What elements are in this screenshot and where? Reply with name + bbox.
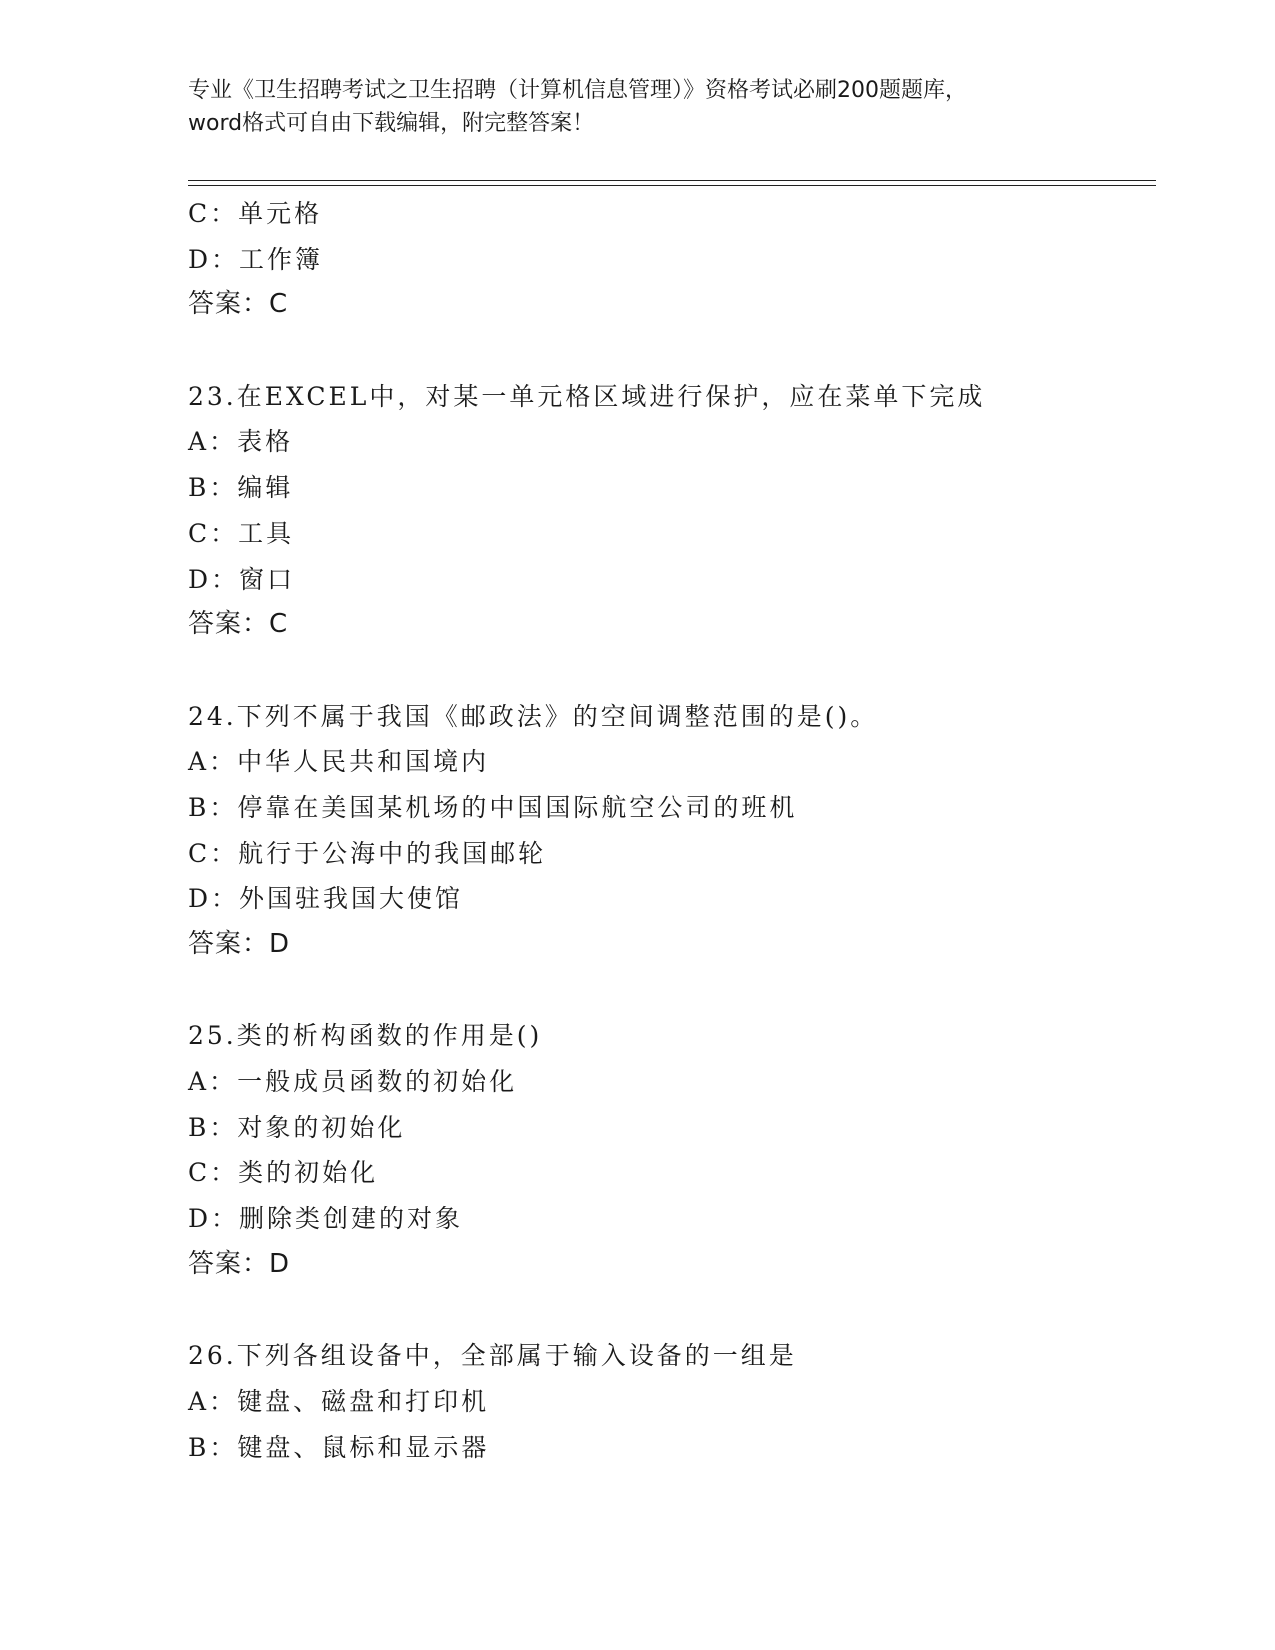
header-line-2: word格式可自由下载编辑，附完整答案！ — [188, 111, 595, 136]
option-b: B：键盘、鼠标和显示器 — [188, 1432, 490, 1462]
answer-line: 答案：D — [188, 929, 291, 959]
header-divider-bottom — [188, 185, 1156, 186]
answer-line: 答案：C — [188, 609, 289, 640]
option-d: D：窗口 — [188, 564, 296, 594]
option-c: C：类的初始化 — [188, 1158, 379, 1188]
option-b: B：编辑 — [188, 473, 294, 503]
question-stem: 25.类的析构函数的作用是() — [188, 1021, 543, 1051]
spacer — [188, 968, 1156, 1014]
option-a: A：一般成员函数的初始化 — [188, 1067, 518, 1097]
option-b: B：停靠在美国某机场的中国国际航空公司的班机 — [188, 792, 798, 822]
question-26 — [188, 1333, 1156, 1470]
option-a: A：中华人民共和国境内 — [188, 747, 490, 777]
spacer — [188, 328, 1156, 374]
option-c: C：单元格 — [188, 199, 323, 228]
question-stem: 23.在EXCEL中，对某一单元格区域进行保护，应在菜单下完成 — [188, 381, 986, 411]
question-list — [188, 191, 1156, 1470]
question-25 — [188, 1013, 1156, 1287]
answer-line: 答案：D — [188, 1248, 291, 1279]
prev-question-block — [188, 191, 1156, 328]
question-23 — [188, 374, 1156, 648]
header-line-1: 专业《卫生招聘考试之卫生招聘（计算机信息管理）》资格考试必刷200题题库， — [188, 78, 967, 103]
question-stem: 26.下列各组设备中，全部属于输入设备的一组是 — [188, 1341, 797, 1371]
question-24 — [188, 694, 1156, 968]
spacer — [188, 648, 1156, 694]
header-divider-top — [188, 180, 1156, 181]
option-c: C：航行于公海中的我国邮轮 — [188, 838, 547, 868]
option-d: D：删除类创建的对象 — [188, 1204, 464, 1234]
option-d: D：外国驻我国大使馆 — [188, 884, 464, 914]
answer-line: 答案：C — [188, 289, 289, 320]
option-b: B：对象的初始化 — [188, 1112, 406, 1142]
document-header — [188, 74, 1088, 140]
option-d: D：工作簿 — [188, 244, 324, 274]
option-c: C：工具 — [188, 518, 295, 548]
option-a: A：表格 — [188, 427, 294, 457]
spacer — [188, 1288, 1156, 1334]
question-stem: 24.下列不属于我国《邮政法》的空间调整范围的是()。 — [188, 701, 879, 731]
option-a: A：键盘、磁盘和打印机 — [188, 1386, 490, 1416]
